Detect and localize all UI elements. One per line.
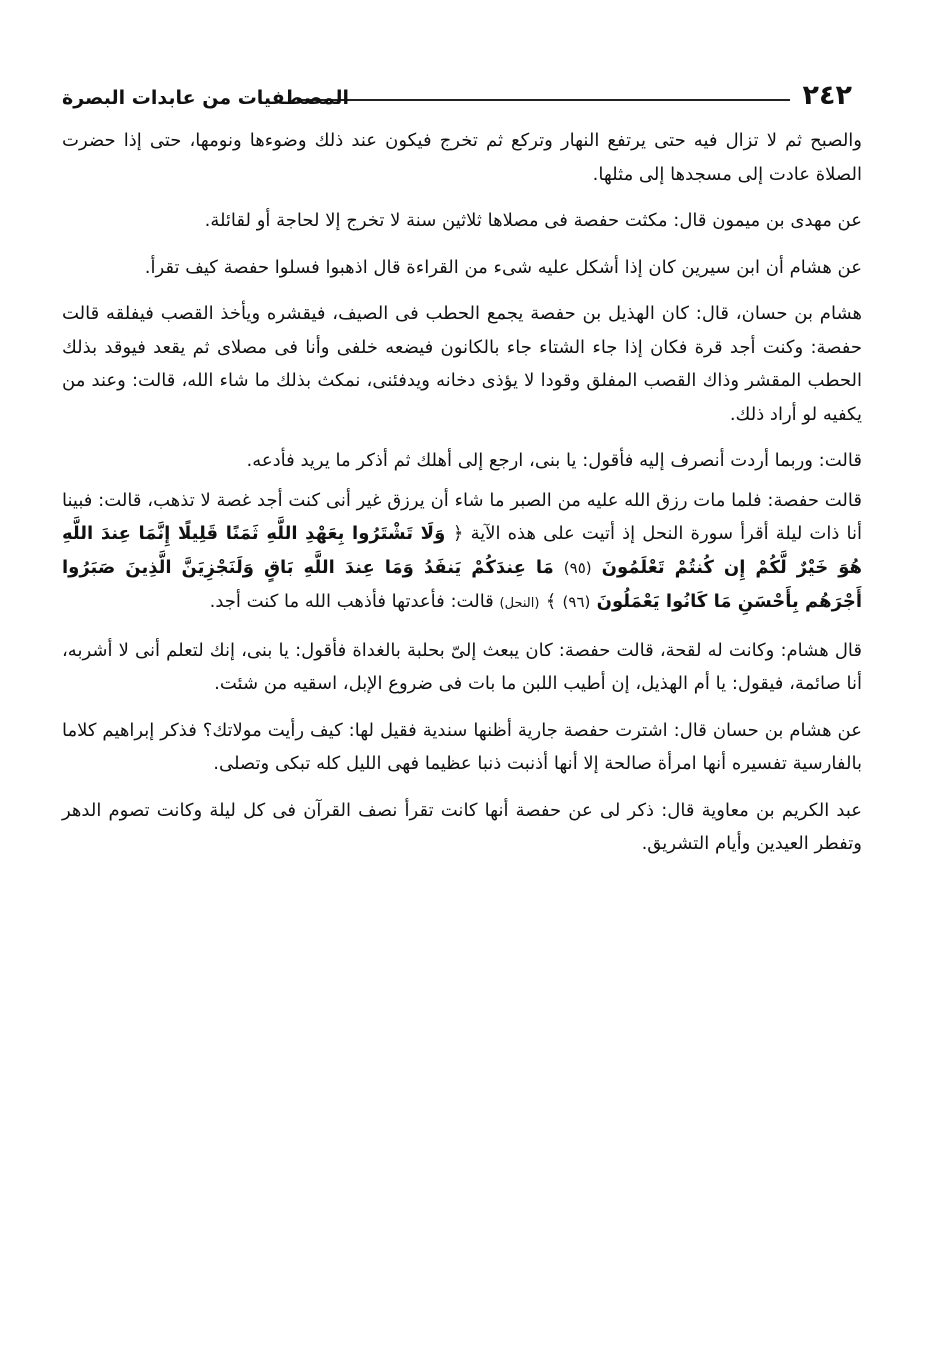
paragraph-1: والصبح ثم لا تزال فيه حتى يرتفع النهار وتركع ثم تخرج فيكون عند ذلك وضوءها ونومها، حتى إذا حضرت الصلاة عادت إلى مسجدها إلى مثلها. xyxy=(62,130,862,185)
paragraph-6 xyxy=(62,484,862,621)
paragraph-3: عن هشام أن ابن سيرين كان إذا أشكل عليه شىء من القراءة قال اذهبوا فسلوا حفصة كيف تقرأ. xyxy=(144,256,862,278)
paragraph-2: عن مهدى بن ميمون قال: مكثت حفصة فى مصلاها ثلاثين سنة لا تخرج إلا لحاجة أو لقائلة. xyxy=(204,210,862,231)
paragraph-7: قال هشام: وكانت له لقحة، قالت حفصة: كان يبعث إلىّ بحلبة بالغداة فأقول: يا بنى، إنك لتعلم أنى لا أشربه، أنا صائمة، فيقول: يا أم الهذيل، إن أطيب اللبن ما بات فى ضروع الإبل، اسقيه من شئت. xyxy=(62,639,862,694)
header-rule xyxy=(297,99,790,101)
paragraph-6-intro: قالت حفصة: فلما مات رزق الله عليه من الصبر ما شاء أن يرزق غير أنى كنت أجد غصة لا تذهب، قالت: فبينا أنا ذات ليلة أقرأ سورة النحل إذ أتيت على هذه الآية xyxy=(62,489,862,544)
ayah-number-95: (٩٥) xyxy=(563,558,592,577)
verse-close-bracket: ﴾ xyxy=(545,591,557,612)
paragraph-5: قالت: وربما أردت أنصرف إليه فأقول: يا بنى، ارجع إلى أهلك ثم أذكر ما يريد فأدعه. xyxy=(246,450,862,471)
page-header xyxy=(62,80,852,118)
paragraph-8: عن هشام بن حسان قال: اشترت حفصة جارية أظنها سندية فقيل لها: كيف رأيت مولاتك؟ فذكر إبراهيم كلاما بالفارسية تفسيره أنها امرأة صالحة إلا أنها أذنبت ذنبا عظيما فهى الليل كله تبكى وتصلى. xyxy=(62,719,862,774)
verse-text-96: مَا عِندَكُمْ يَنفَدُ وَمَا عِندَ اللَّهِ بَاقٍ وَلَنَجْزِيَنَّ الَّذِينَ صَبَرُوا أَجْرَهُم بِأَحْسَنِ مَا كَانُوا يَعْمَلُونَ xyxy=(62,556,862,612)
body-text xyxy=(62,124,862,874)
page-number: ٢٤٢ xyxy=(802,80,852,111)
surah-reference: (النحل) xyxy=(499,596,540,611)
paragraph-6-outro: قالت: فأعدتها فأذهب الله ما كنت أجد. xyxy=(209,591,494,612)
verse-open-bracket: ﴿ xyxy=(452,523,464,544)
paragraph-4: هشام بن حسان، قال: كان الهذيل بن حفصة يجمع الحطب فى الصيف، فيقشره ويأخذ القصب فيفلقه قالت حفصة: وكنت أجد قرة فكان إذا جاء الشتاء جاء بالكانون فيضعه خلفى وأنا فى مصلاى ثم يقعد فيوقد بذلك الحطب المقشر وذاك القصب المفلق وقودا لا يؤذى دخانه ويدفئنى، نمكث بذلك ما شاء الله، قالت: وعند من يكفيه لو أراد ذلك. xyxy=(62,303,862,425)
running-title: المصطفيات من عابدات البصرة xyxy=(62,87,349,109)
ayah-number-96: (٩٦) xyxy=(562,593,591,611)
paragraph-9: عبد الكريم بن معاوية قال: ذكر لى عن حفصة أنها كانت تقرأ نصف القرآن فى كل ليلة وكانت تصوم الدهر وتفطر العيدين وأيام التشريق. xyxy=(62,799,862,854)
verse-text-95: وَلَا تَشْتَرُوا بِعَهْدِ اللَّهِ ثَمَنًا قَلِيلًا إِنَّمَا عِندَ اللَّهِ هُوَ خَيْرٌ لَّكُمْ إِن كُنتُمْ تَعْلَمُونَ xyxy=(62,523,862,578)
